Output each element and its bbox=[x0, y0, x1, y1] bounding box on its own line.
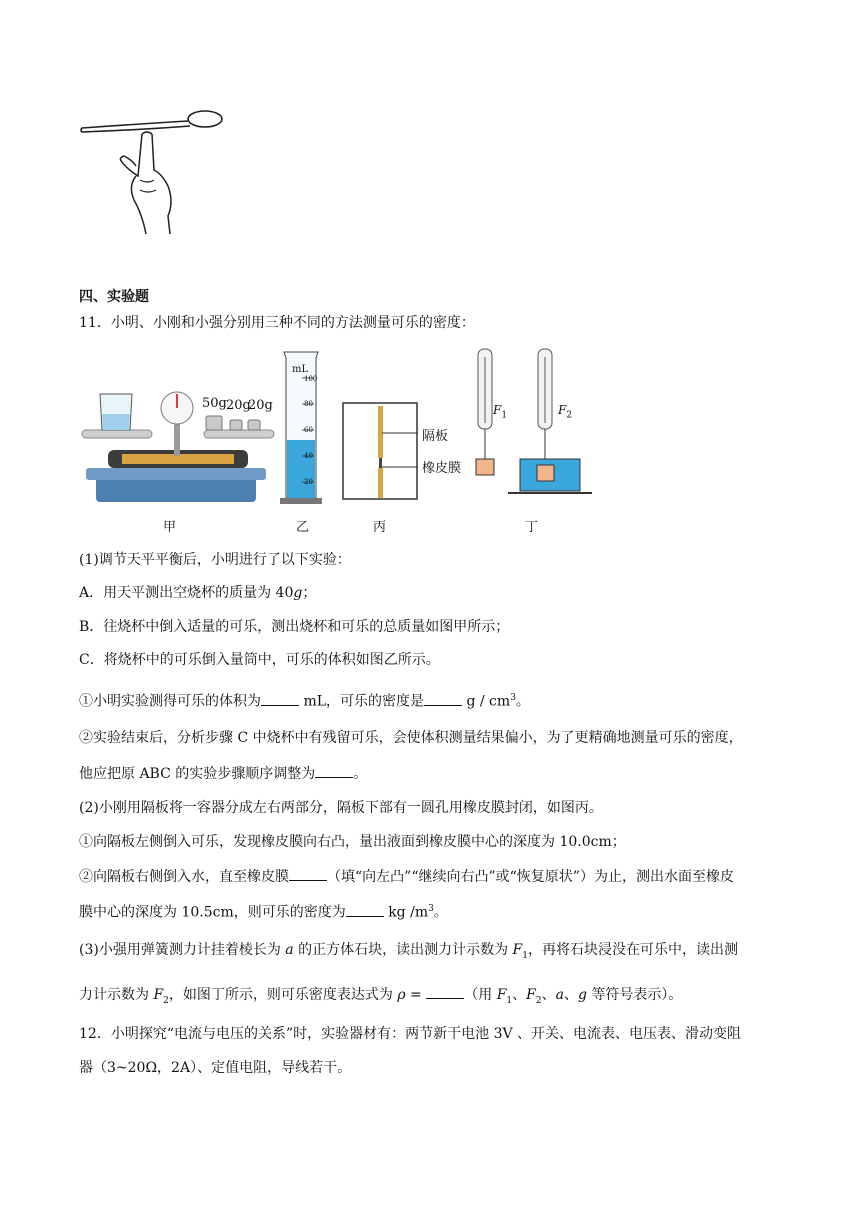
f1-label: $F_1$ bbox=[493, 403, 508, 421]
partition-pointer-lines bbox=[382, 428, 422, 478]
q11-part2-q1: ①向隔板左侧倒入可乐，发现橡皮膜向右凸，量出液面到橡皮膜中心的深度为 10.0cm； bbox=[79, 834, 626, 850]
balance-figure bbox=[78, 350, 278, 510]
cylinder-tick-40: 40 bbox=[304, 452, 313, 460]
q11-part3-line2: 力计示数为 $F_2$，如图丁所示，则可乐密度表达式为 ρ = （用 $F_1$、$F_2$、a、g 等符号表示）。 bbox=[79, 984, 682, 1011]
section-heading: 四、实验题 bbox=[79, 289, 149, 305]
q11-part1-intro: (1)调节天平平衡后，小明进行了以下实验： bbox=[79, 552, 351, 568]
partition-label: 隔板 bbox=[422, 429, 449, 444]
q11-step-a: A．用天平测出空烧杯的质量为 40g； bbox=[79, 585, 317, 601]
answer-blank-membrane-state[interactable] bbox=[289, 866, 327, 881]
q11-part1-q2-line1: ②实验结束后，分析步骤 C 中烧杯中有残留可乐，会使体积测量结果偏小，为了更精确地测量可乐的密度， bbox=[79, 730, 743, 746]
cylinder-tick-80: 80 bbox=[304, 400, 313, 408]
cylinder-tick-60: 60 bbox=[304, 426, 313, 434]
spring-scale-figure bbox=[468, 345, 593, 505]
q11-part2-intro: (2)小刚用隔板将一容器分成左右两部分，隔板下部有一圆孔用橡皮膜封闭，如图丙。 bbox=[79, 800, 603, 816]
spoon-on-finger-image bbox=[78, 100, 228, 236]
q12-line1: 12．小明探究“电流与电压的关系”时，实验器材有：两节新干电池 3V 、开关、电流表、电压表、滑动变阻 bbox=[79, 1026, 742, 1042]
answer-blank-density-kgm3[interactable] bbox=[346, 902, 384, 917]
q11-step-b: B．往烧杯中倒入适量的可乐，测出烧杯和可乐的总质量如图甲所示； bbox=[79, 619, 510, 635]
answer-blank-density-expression[interactable] bbox=[426, 984, 464, 999]
q12-line2: 器（3~20Ω，2A）、定值电阻，导线若干。 bbox=[79, 1060, 352, 1076]
weight-20g-label-1: 20g bbox=[226, 398, 251, 413]
q11-part2-q2-line1: ②向隔板右侧倒入水，直至橡皮膜 （填“向左凸”“继续向右凸”或“恢复原状”）为止，测出水面至橡皮 bbox=[79, 866, 734, 887]
figure-label-ding: 丁 bbox=[525, 520, 539, 535]
figure-label-yi: 乙 bbox=[296, 520, 310, 535]
f2-label: $F_2$ bbox=[558, 403, 573, 421]
figure-label-bing: 丙 bbox=[373, 520, 387, 535]
cylinder-tick-20: 20 bbox=[304, 478, 313, 486]
membrane-label: 橡皮膜 bbox=[422, 461, 462, 476]
cylinder-tick-100: 100 bbox=[304, 375, 318, 383]
figure-label-jia: 甲 bbox=[163, 520, 177, 535]
answer-blank-volume[interactable] bbox=[261, 691, 299, 706]
q11-step-c: C．将烧杯中的可乐倒入量筒中，可乐的体积如图乙所示。 bbox=[79, 652, 440, 668]
q11-part3-line1: (3)小强用弹簧测力计挂着棱长为 a 的正方体石块，读出测力计示数为 $F_1$，再将石块浸没在可乐中，读出测 bbox=[79, 942, 738, 961]
q11-stem: 11．小明、小刚和小强分别用三种不同的方法测量可乐的密度： bbox=[79, 315, 475, 331]
q11-part1-q1: ①小明实验测得可乐的体积为 mL，可乐的密度是 g / $cm^3$。 bbox=[79, 688, 530, 712]
q11-part1-q2-line2: 他应把原 ABC 的实验步骤顺序调整为 。 bbox=[79, 763, 367, 784]
answer-blank-density-gcm3[interactable] bbox=[424, 691, 462, 706]
weight-50g-label: 50g bbox=[202, 396, 227, 411]
cylinder-unit-label: mL bbox=[292, 364, 309, 375]
answer-blank-step-order[interactable] bbox=[315, 763, 353, 778]
q11-part2-q2-line2: 膜中心的深度为 10.5cm，则可乐的密度为 kg $/m^3$。 bbox=[79, 899, 448, 923]
weight-20g-label-2: 20g bbox=[248, 398, 273, 413]
